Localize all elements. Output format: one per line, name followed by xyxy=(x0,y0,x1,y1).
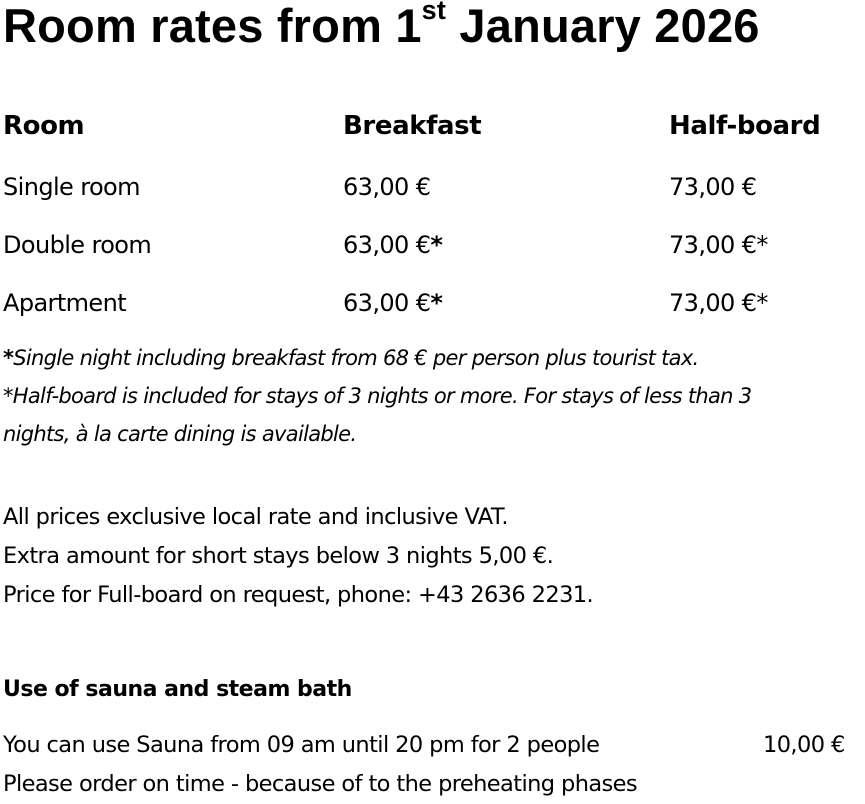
footnote-mark: * xyxy=(430,231,443,259)
column-header-breakfast: Breakfast xyxy=(343,111,482,141)
row-room-apartment: Apartment xyxy=(3,289,127,317)
page-title xyxy=(3,0,760,52)
title-text-suffix: January 2026 xyxy=(446,0,760,52)
row-breakfast-single xyxy=(343,172,430,202)
footnote-half-board-line2: nights, à la carte dining is available. xyxy=(3,422,357,446)
row-halfboard-apartment: 73,00 €* xyxy=(669,289,768,317)
footnote-mark: * xyxy=(430,289,443,317)
row-halfboard-single: 73,00 € xyxy=(669,173,757,201)
column-header-room: Room xyxy=(3,111,85,141)
sauna-order-note: Please order on time - because of to the preheating phases xyxy=(3,771,638,797)
footnote-text: Single night including breakfast from 68 € per person plus tourist tax. xyxy=(13,346,699,370)
sauna-price: 10,00 € xyxy=(763,732,845,758)
row-halfboard-double: 73,00 €* xyxy=(669,231,768,259)
info-full-board: Price for Full-board on request, phone: +43 2636 2231. xyxy=(3,582,594,608)
footnote-half-board-line1: *Half-board is included for stays of 3 nights or more. For stays of less than 3 xyxy=(3,384,752,408)
row-breakfast-apartment xyxy=(343,288,442,318)
price-value: 63,00 € xyxy=(343,173,431,201)
column-header-half-board: Half-board xyxy=(669,111,821,141)
info-vat: All prices exclusive local rate and inclusive VAT. xyxy=(3,504,508,530)
title-text: Room rates from 1 xyxy=(3,0,422,52)
sauna-usage: You can use Sauna from 09 am until 20 pm for 2 people xyxy=(3,732,600,758)
row-room-single: Single room xyxy=(3,173,140,201)
row-breakfast-double xyxy=(343,230,442,260)
price-value: 63,00 € xyxy=(343,289,431,317)
title-superscript: st xyxy=(421,0,447,26)
info-short-stay: Extra amount for short stays below 3 nights 5,00 €. xyxy=(3,543,554,569)
footnote-mark: * xyxy=(3,346,14,370)
price-value: 63,00 € xyxy=(343,231,431,259)
footnote-single-night xyxy=(3,345,699,371)
sauna-heading: Use of sauna and steam bath xyxy=(3,677,352,702)
row-room-double: Double room xyxy=(3,231,152,259)
